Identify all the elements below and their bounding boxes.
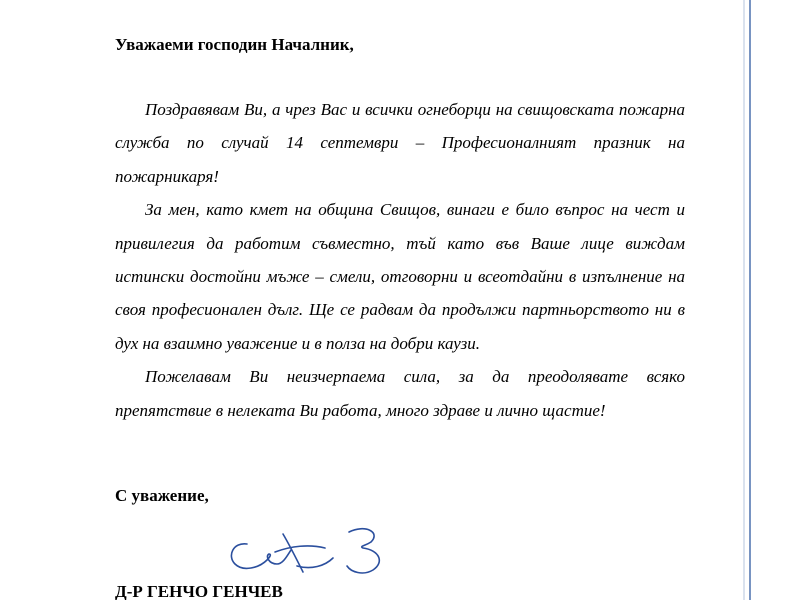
closing: С уважение, (115, 486, 209, 505)
signer-name: Д-Р ГЕНЧО ГЕНЧЕВ (115, 582, 283, 600)
paragraph-partnership: За мен, като кмет на община Свищов, винаги е било въпрос на чест и привилегия да работим съвместно, тъй като във Ваше лице виждам истински достойни мъже – смели, отговорни и всеотдайни в изпълнение на своя професионален дълг. Ще се радвам да продължи партньорството ни в дух на взаимно уважение и в полза на добри каузи. (115, 200, 685, 353)
paragraph-wishes: Пожелавам Ви неизчерпаема сила, за да преодолявате всяко препятствие в нелеката Ви работа, много здраве и лично щастие! (115, 367, 685, 420)
paragraph-congratulations: Поздравявам Ви, а чрез Вас и всички огнеборци на свищовската пожарна служба по случай 14 септември – Професионалният празник на пожарникаря! (115, 100, 685, 186)
salutation: Уважаеми господин Началник, (115, 35, 354, 54)
letter-body (115, 93, 685, 427)
handwritten-signature (225, 520, 405, 582)
